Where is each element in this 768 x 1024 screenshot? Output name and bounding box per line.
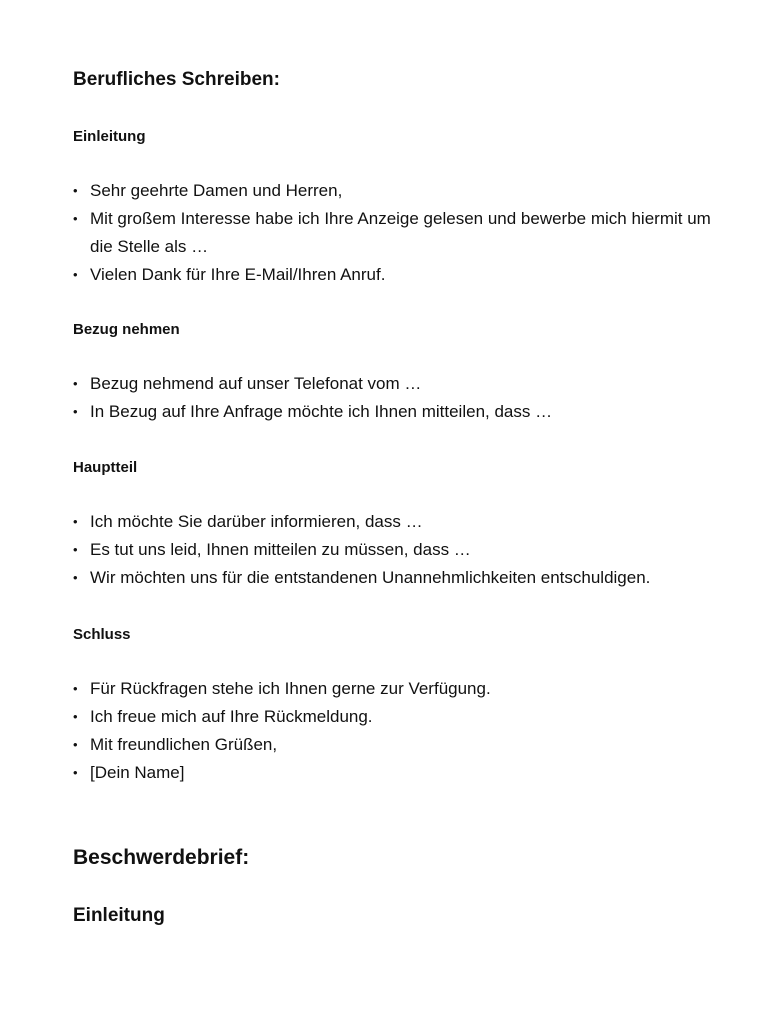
list-item: • In Bezug auf Ihre Anfrage möchte ich Ihnen mitteilen, dass … xyxy=(73,398,713,426)
list-item: • Vielen Dank für Ihre E-Mail/Ihren Anruf. xyxy=(73,261,713,289)
section-heading-einleitung: Einleitung xyxy=(73,128,146,145)
list-einleitung xyxy=(73,177,713,289)
document-title: Berufliches Schreiben: xyxy=(73,69,280,90)
list-schluss xyxy=(73,675,713,787)
section-heading-bezug-nehmen: Bezug nehmen xyxy=(73,321,180,338)
section-heading-hauptteil: Hauptteil xyxy=(73,459,138,476)
list-item: • Bezug nehmend auf unser Telefonat vom … xyxy=(73,370,713,398)
list-hauptteil xyxy=(73,508,713,592)
second-document-title: Beschwerdebrief: xyxy=(73,846,250,869)
list-item: • Für Rückfragen stehe ich Ihnen gerne zur Verfügung. xyxy=(73,675,713,703)
second-section-heading: Einleitung xyxy=(73,905,165,926)
list-item: • Ich freue mich auf Ihre Rückmeldung. xyxy=(73,703,713,731)
list-item: • Mit großem Interesse habe ich Ihre Anzeige gelesen und bewerbe mich hiermit um die Stelle als … xyxy=(73,205,713,261)
list-item: • Sehr geehrte Damen und Herren, xyxy=(73,177,713,205)
list-bezug-nehmen xyxy=(73,370,713,426)
list-item: • Es tut uns leid, Ihnen mitteilen zu müssen, dass … xyxy=(73,536,713,564)
list-item: • [Dein Name] xyxy=(73,759,713,787)
section-heading-schluss: Schluss xyxy=(73,626,131,643)
list-item: • Wir möchten uns für die entstandenen Unannehmlichkeiten entschuldigen. xyxy=(73,564,713,592)
list-item: • Mit freundlichen Grüßen, xyxy=(73,731,713,759)
list-item: • Ich möchte Sie darüber informieren, dass … xyxy=(73,508,713,536)
